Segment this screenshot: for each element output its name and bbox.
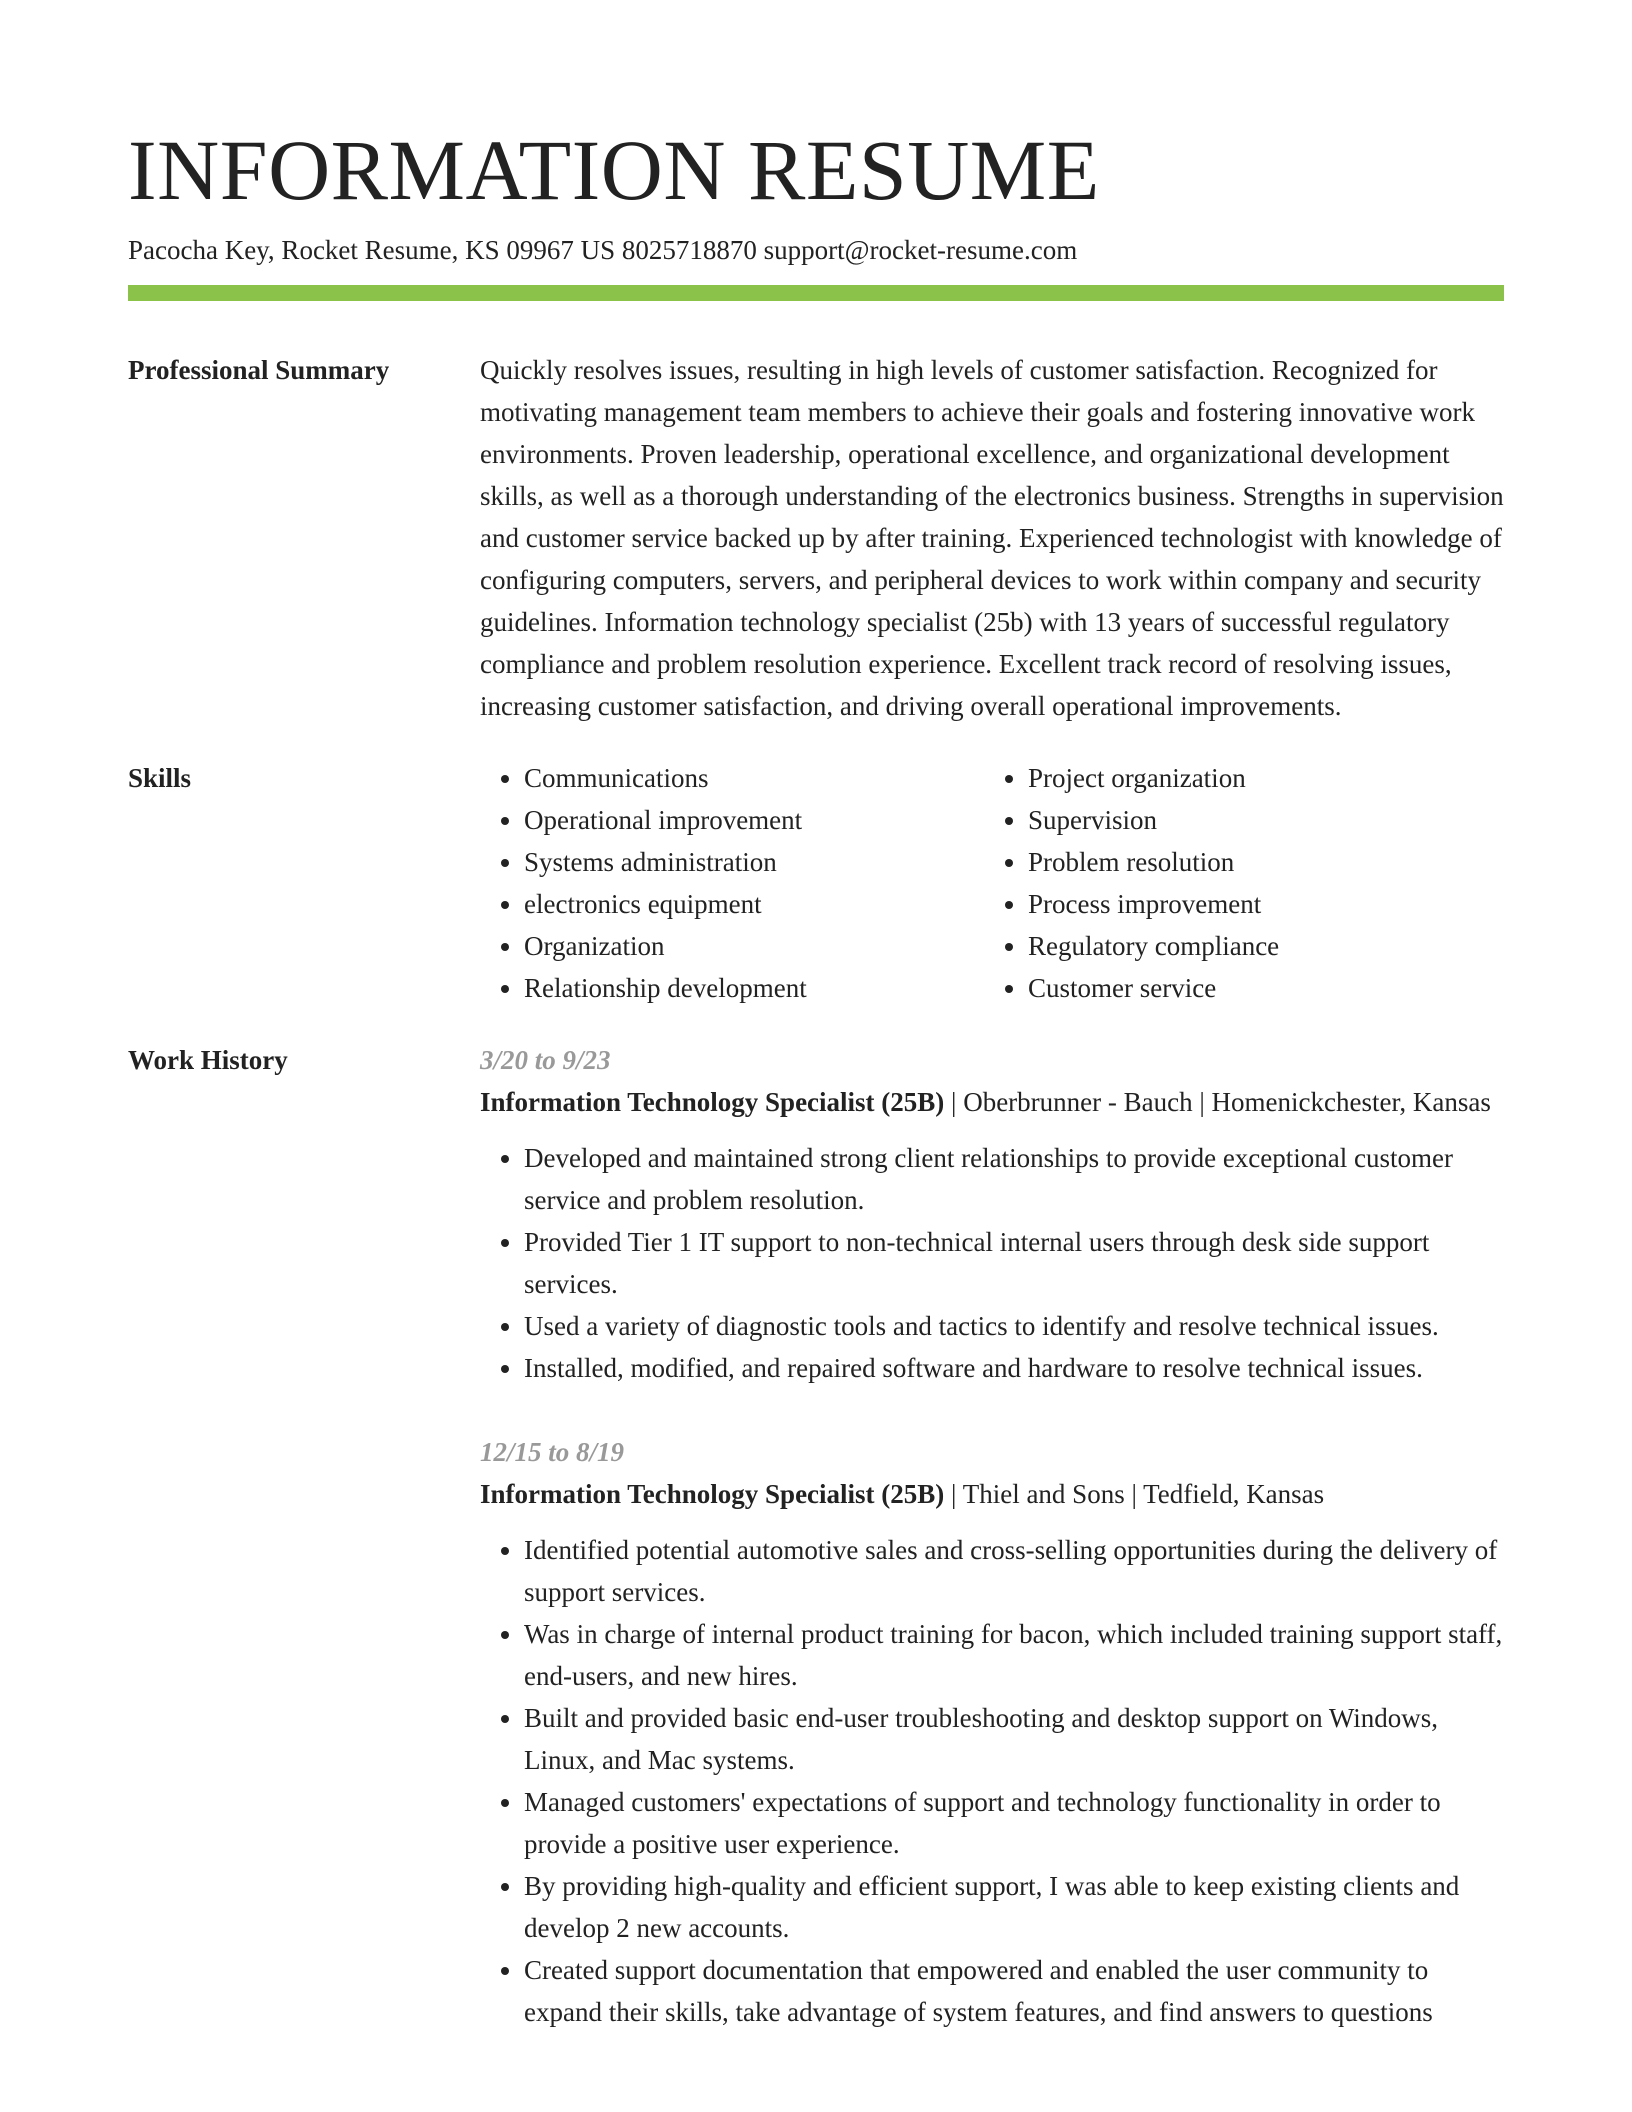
skills-list-left: [480, 757, 984, 1009]
contact-line: Pacocha Key, Rocket Resume, KS 09967 US 8025718870 support@rocket-resume.com: [128, 235, 1078, 265]
skill-item: • Customer service: [1028, 967, 1488, 1009]
job-employer-location: | Thiel and Sons | Tedfield, Kansas: [944, 1479, 1325, 1509]
job-dates: 12/15 to 8/19: [480, 1437, 625, 1467]
skill-item: • Operational improvement: [524, 799, 984, 841]
job-bullet: • Built and provided basic end-user troubleshooting and desktop support on Windows, Linux, and Mac systems.: [524, 1697, 1504, 1781]
skills-list-right: [984, 757, 1488, 1009]
job-bullets: [480, 1529, 1504, 2033]
accent-divider: [128, 285, 1504, 301]
work-history-section: [128, 1039, 1504, 2033]
job-bullet: • Identified potential automotive sales and cross-selling opportunities during the delivery of support services.: [524, 1529, 1504, 1613]
job-heading: [480, 1473, 1504, 1515]
skill-item: • Regulatory compliance: [1028, 925, 1488, 967]
skills-section: [128, 757, 1504, 1009]
skill-item: • Project organization: [1028, 757, 1488, 799]
job-dates: 3/20 to 9/23: [480, 1045, 611, 1075]
job-heading: [480, 1081, 1504, 1123]
job-bullet: • Created support documentation that empowered and enabled the user community to expand their skills, take advantage of system features, and find answers to questions: [524, 1949, 1504, 2033]
skill-item: • Communications: [524, 757, 984, 799]
job-bullets: [480, 1137, 1504, 1389]
job-bullet: • By providing high-quality and efficient support, I was able to keep existing clients and develop 2 new accounts.: [524, 1865, 1504, 1949]
skill-item: • Process improvement: [1028, 883, 1488, 925]
job-bullet: • Used a variety of diagnostic tools and tactics to identify and resolve technical issues.: [524, 1305, 1504, 1347]
resume-name: INFORMATION RESUME: [128, 122, 1100, 218]
job-bullet: • Provided Tier 1 IT support to non-technical internal users through desk side support services.: [524, 1221, 1504, 1305]
skill-item: • Supervision: [1028, 799, 1488, 841]
skill-item: • electronics equipment: [524, 883, 984, 925]
job-bullet: • Developed and maintained strong client relationships to provide exceptional customer service and problem resolution.: [524, 1137, 1504, 1221]
job-title: Information Technology Specialist (25B): [480, 1479, 945, 1509]
work-history-title: Work History: [128, 1045, 288, 1075]
summary-text: Quickly resolves issues, resulting in high levels of customer satisfaction. Recognized for motivating management team members to achieve their goals and fostering innovative work environments. Proven leadership, operational excellence, and organizational development skills, as well as a thorough understanding of the electronics business. Strengths in supervision and customer service backed up by after training. Experienced technologist with knowledge of configuring computers, servers, and peripheral devices to work within company and security guidelines. Information technology specialist (25b) with 13 years of successful regulatory compliance and problem resolution experience. Excellent track record of resolving issues, increasing customer satisfaction, and driving overall operational improvements.: [480, 355, 1504, 721]
job-bullet: • Managed customers' expectations of support and technology functionality in order to provide a positive user experience.: [524, 1781, 1504, 1865]
job-entry: [480, 1431, 1504, 2033]
summary-section: [128, 349, 1504, 727]
job-employer-location: | Oberbrunner - Bauch | Homenickchester, Kansas: [944, 1087, 1491, 1117]
skills-title: Skills: [128, 763, 192, 793]
job-entry: [480, 1039, 1504, 1389]
skill-item: • Systems administration: [524, 841, 984, 883]
resume-sections: [128, 349, 1504, 2033]
job-bullet: • Was in charge of internal product training for bacon, which included training support staff, end-users, and new hires.: [524, 1613, 1504, 1697]
resume-header: [128, 120, 1504, 268]
skill-item: • Problem resolution: [1028, 841, 1488, 883]
skill-item: • Relationship development: [524, 967, 984, 1009]
job-title: Information Technology Specialist (25B): [480, 1087, 945, 1117]
job-bullet: • Installed, modified, and repaired software and hardware to resolve technical issues.: [524, 1347, 1504, 1389]
summary-title: Professional Summary: [128, 355, 390, 385]
skill-item: • Organization: [524, 925, 984, 967]
